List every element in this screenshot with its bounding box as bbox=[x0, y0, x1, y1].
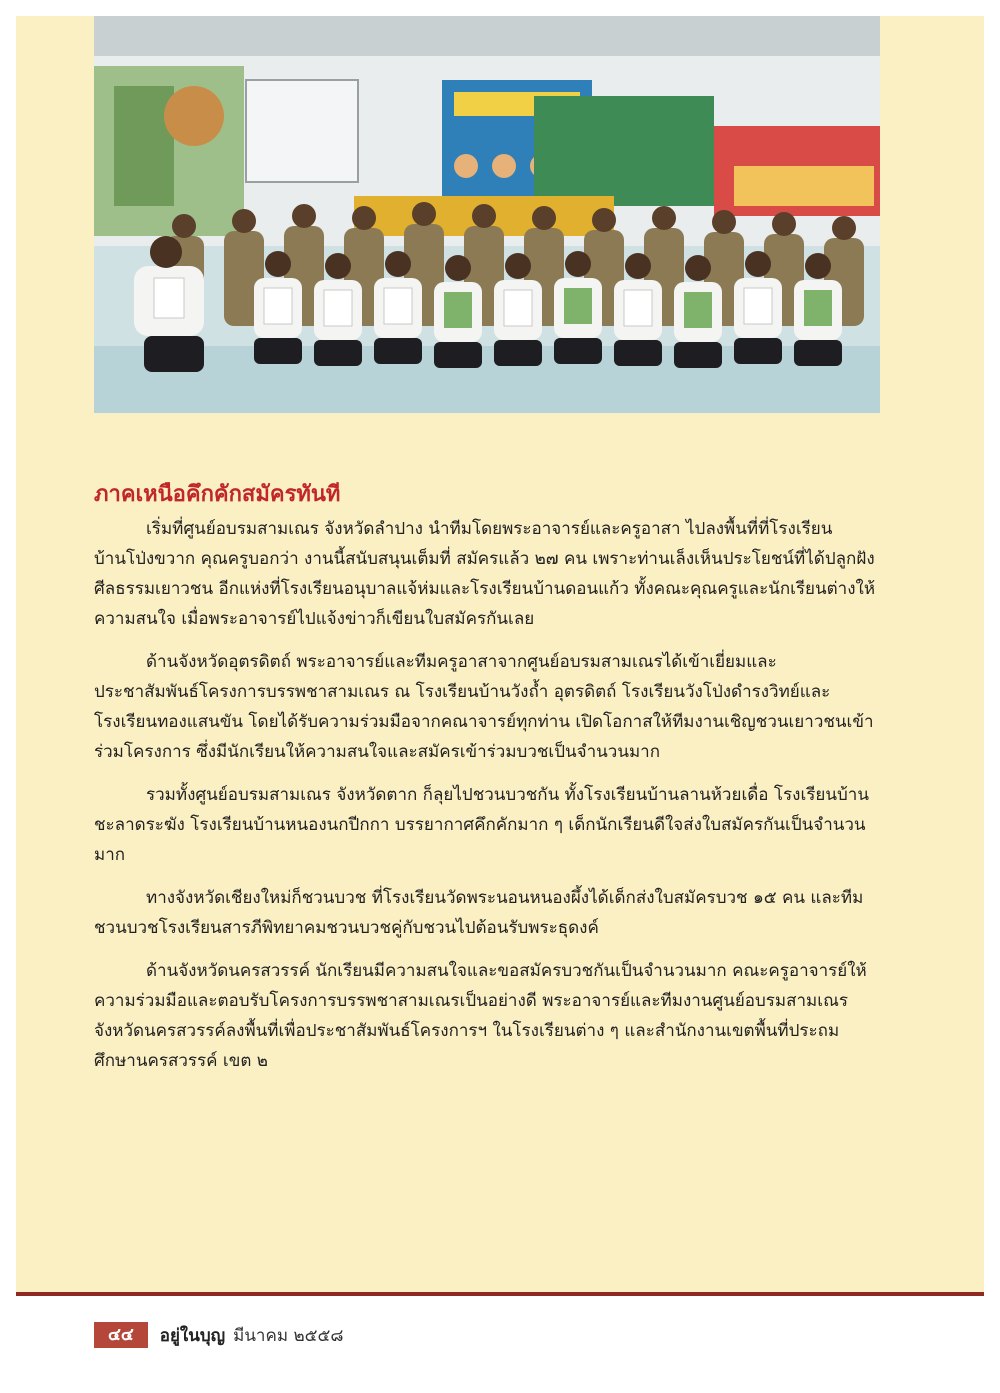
group-photo bbox=[94, 16, 880, 413]
article-paragraph: เริ่มที่ศูนย์อบรมสามเณร จังหวัดลำปาง นำทีมโดยพระอาจารย์และครูอาสา ไปลงพื้นที่ที่โรงเรียนบ้านโป่งขวาก คุณครูบอกว่า งานนี้สนับสนุนเต็มที่ สมัครแล้ว ๒๗ คน เพราะท่านเล็งเห็นประโยชน์ที่ได้ปลูกฝังศีลธรรมเยาวชน อีกแห่งที่โรงเรียนอนุบาลแจ้ห่มและโรงเรียนบ้านดอนแก้ว ทั้งคณะคุณครูและนักเรียนต่างให้ความสนใจ เมื่อพระอาจารย์ไปแจ้งข่าวก็เขียนใบสมัครกันเลย bbox=[94, 519, 876, 629]
article-paragraph: ทางจังหวัดเชียงใหม่ก็ชวนบวช ที่โรงเรียนวัดพระนอนหนองผึ้งได้เด็กส่งใบสมัครบวช ๑๕ คน และทีมชวนบวชโรงเรียนสารภีพิทยาคมชวนบวชคู่กับชวนไปต้อนรับพระธุดงค์ bbox=[94, 888, 864, 938]
article-body bbox=[94, 514, 880, 1089]
page-footer bbox=[94, 1320, 344, 1350]
page-number-badge: ๔๔ bbox=[94, 1322, 148, 1348]
article-paragraph: ด้านจังหวัดนครสวรรค์ นักเรียนมีความสนใจและขอสมัครบวชกันเป็นจำนวนมาก คณะครูอาจารย์ให้ความร่วมมือและตอบรับโครงการบรรพชาสามเณรเป็นอย่างดี พระอาจารย์และทีมงานศูนย์อบรมสามเณรจังหวัดนครสวรรค์ลงพื้นที่เพื่อประชาสัมพันธ์โครงการฯ ในโรงเรียนต่าง ๆ และสำนักงานเขตพื้นที่ประถมศึกษานครสวรรค์ เขต ๒ bbox=[94, 961, 867, 1071]
article-paragraph: ด้านจังหวัดอุตรดิตถ์ พระอาจารย์และทีมครูอาสาจากศูนย์อบรมสามเณรได้เข้าเยี่ยมและประชาสัมพันธ์โครงการบรรพชาสามเณร ณ โรงเรียนบ้านวังถ้ำ อุตรดิตถ์ โรงเรียนวังโป่งดำรงวิทย์และโรงเรียนทองแสนขัน โดยได้รับความร่วมมือจากคณาจารย์ทุกท่าน เปิดโอกาสให้ทีมงานเชิญชวนเยาวชนเข้าร่วมโครงการ ซึ่งมีนักเรียนให้ความสนใจและสมัครเข้าร่วมบวชเป็นจำนวนมาก bbox=[94, 652, 874, 762]
article-paragraph: รวมทั้งศูนย์อบรมสามเณร จังหวัดตาก ก็ลุยไปชวนบวชกัน ทั้งโรงเรียนบ้านลานห้วยเดื่อ โรงเรียนบ้านชะลาดระฆัง โรงเรียนบ้านหนองนกปีกกา บรรยากาศคึกคักมาก ๆ เด็กนักเรียนดีใจส่งใบสมัครกันเป็นจำนวนมาก bbox=[94, 785, 869, 865]
magazine-name: อยู่ในบุญ bbox=[159, 1325, 226, 1346]
bottom-divider bbox=[16, 1292, 984, 1296]
issue-date: มีนาคม ๒๕๕๘ bbox=[233, 1325, 344, 1346]
article-heading: ภาคเหนือคึกคักสมัครทันที bbox=[94, 482, 341, 507]
